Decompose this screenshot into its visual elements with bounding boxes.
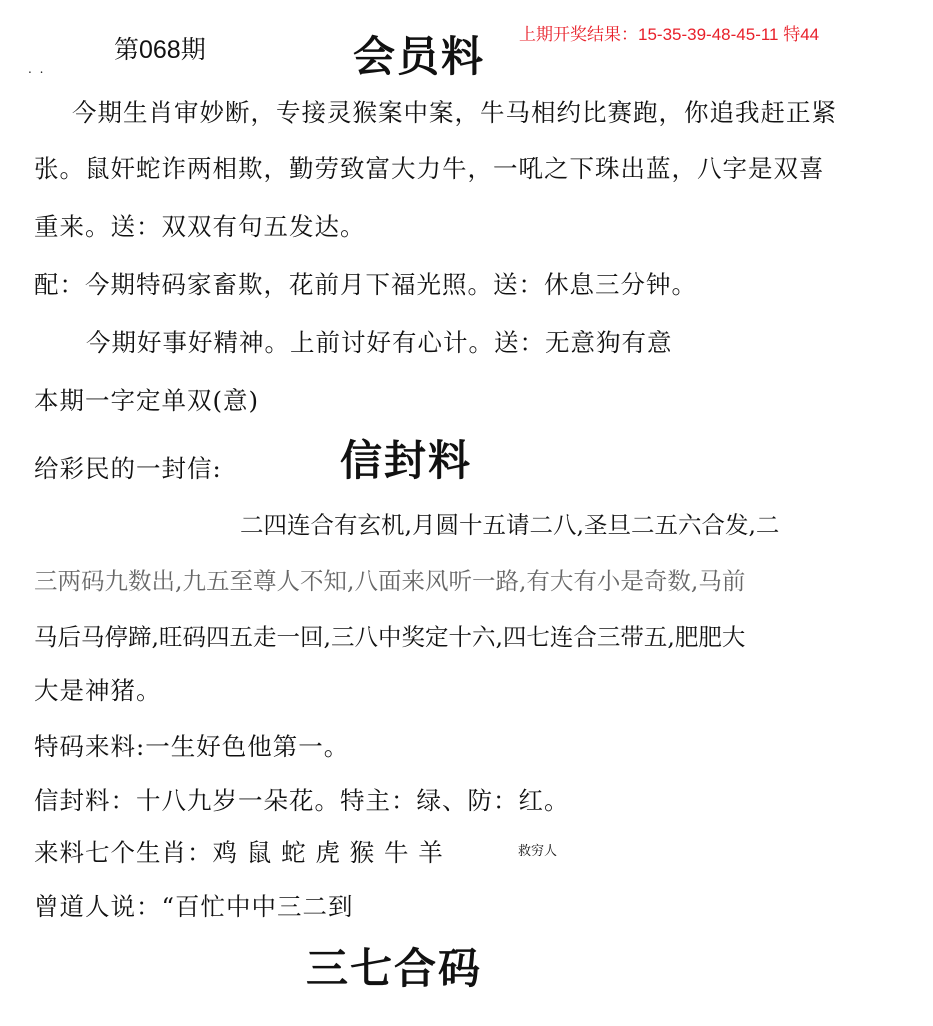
letter-title: 信封料 [340,436,473,485]
letter-line-2: 三两码九数出,九五至尊人不知,八面来风听一路,有大有小是奇数,马前 [34,567,746,595]
final-title: 三七合码 [306,944,483,993]
member-line-4: 配：今期特码家畜欺，花前月下福光照。送：休息三分钟。 [34,270,697,299]
special-code: 特码来料:一生好色他第一。 [34,732,350,761]
letter-line-1: 二四连合有玄机,月圆十五请二八,圣旦二五六合发,二 [240,511,780,539]
issue-number: 第068期 [114,36,206,64]
member-line-2: 张。鼠奸蛇诈两相欺，勤劳致富大力牛，一吼之下珠出蓝，八字是双喜 [34,154,825,183]
last-result: 上期开奖结果：15-35-39-48-45-11 特44 [519,25,820,44]
daoist-saying: 曾道人说：“百忙中中三二到 [34,892,354,921]
page-title: 会员料 [353,32,486,81]
stray-dots: . . [28,62,46,76]
envelope-note: 信封料：十八九岁一朵花。特主：绿、防：红。 [34,786,570,815]
member-line-3: 重来。送：双双有句五发达。 [34,212,366,241]
member-line-5: 今期好事好精神。上前讨好有心计。送：无意狗有意 [86,328,673,357]
member-line-6: 本期一字定单双(意) [34,386,260,415]
letter-line-4: 大是神猪。 [34,676,162,705]
letter-line-3: 马后马停蹄,旺码四五走一回,三八中奖定十六,四七连合三带五,肥肥大 [34,623,746,651]
zodiac-list: 来料七个生肖：鸡 鼠 蛇 虎 猴 牛 羊 [34,838,444,867]
zodiac-note: 救穷人 [518,844,558,859]
letter-label: 给彩民的一封信: [34,454,222,483]
member-line-1: 今期生肖审妙断，专接灵猴案中案，牛马相约比赛跑，你追我赶正紧 [72,98,837,127]
